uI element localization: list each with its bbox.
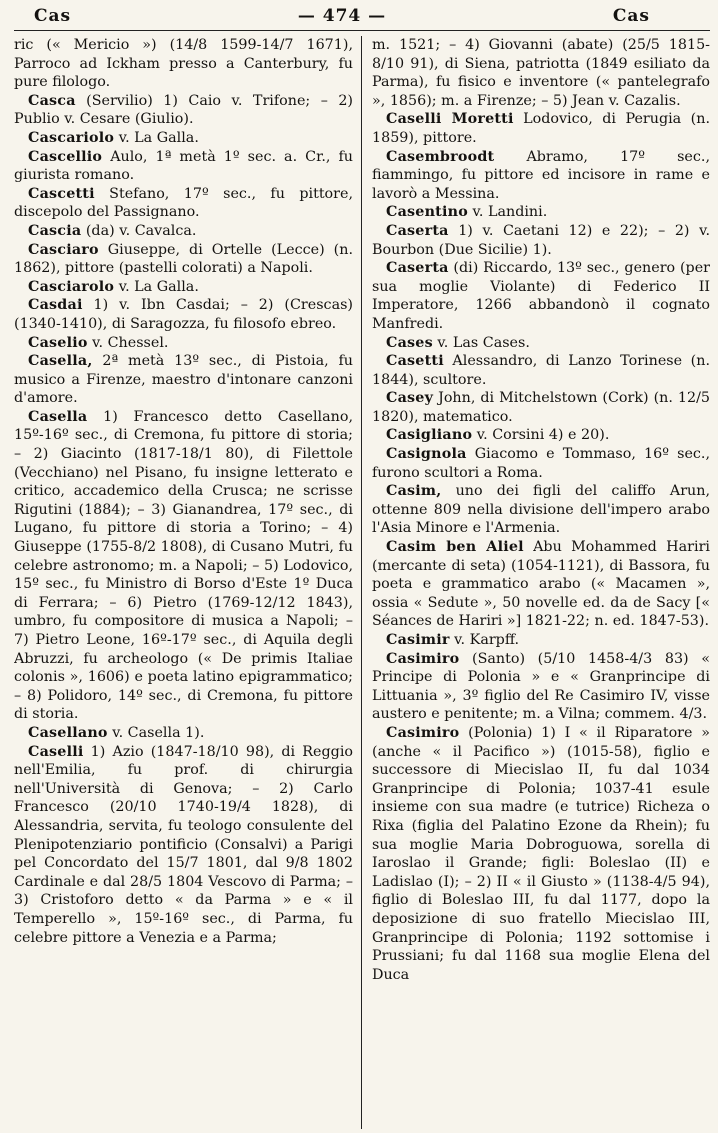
entry-headword: Cases [386, 334, 433, 351]
dictionary-entry [14, 92, 353, 129]
right-column [362, 36, 710, 1129]
entry-headword: Casim, [386, 483, 442, 500]
dictionary-entry [372, 352, 710, 389]
page-header [14, 4, 710, 28]
entry-headword: Casimir [386, 632, 450, 648]
entry-headword: Caselli [28, 743, 84, 760]
dictionary-entry [14, 278, 353, 297]
dictionary-entry [372, 631, 710, 650]
running-head-left: Cas [34, 6, 72, 26]
dictionary-entry [14, 296, 353, 333]
entry-text: m. 1521; – 4) Giovanni (abate) (25/5 1815-8/10 91), di Siena, patriotta (1849 esiliato da Parma), fu fisico e inventore (« pantelegrafo », 1856); m. a Firenze; – 5) Jean v. Cazalis. [372, 37, 710, 109]
entry-headword: Casciarolo [28, 278, 115, 295]
entry-headword: Cascellio [28, 148, 103, 165]
page-number: — 474 — [297, 6, 387, 26]
dictionary-entry [14, 352, 353, 408]
entry-text: Giacomo e Tommaso, 16º sec., furono scultori a Roma. [372, 446, 710, 481]
entry-text: uno dei figli del califfo Arun, ottenne 809 nella divisione dell'impero arabo l'Asia Minore e l'Armenia. [372, 483, 710, 537]
entry-text: v. Karpff. [454, 632, 520, 648]
entry-text: 1) v. Ibn Casdai; – 2) (Crescas) (1340-1410), di Saragozza, fu filosofo ebreo. [14, 297, 354, 332]
entry-headword: Caselli Moretti [386, 111, 514, 128]
entry-text: 1) v. Caetani 12) e 22); – 2) v. Bourbon (Due Sicilie) 1). [372, 222, 710, 258]
dictionary-entry [372, 650, 710, 724]
entry-text: 2ª metà 13º sec., di Pistoia, fu musico a Firenze, maestro d'intonare canzoni d'amore. [14, 353, 354, 407]
entry-headword: Casembroodt [386, 148, 495, 165]
dictionary-entry [14, 408, 353, 724]
entry-text: v. La Galla. [118, 278, 199, 295]
entry-text: Stefano, 17º sec., fu pittore, discepolo del Passignano. [14, 185, 354, 221]
dictionary-entry [14, 724, 353, 743]
entry-text: v. Casella 1). [112, 724, 205, 741]
dictionary-entry [372, 259, 710, 333]
entry-headword: Casignola [386, 446, 467, 463]
dictionary-entry [14, 148, 353, 185]
entry-headword: Casetti [386, 353, 444, 370]
entry-text: (da) v. Cavalca. [85, 222, 197, 239]
dictionary-entry [14, 222, 353, 241]
dictionary-entry [372, 538, 710, 631]
dictionary-entry [372, 445, 710, 482]
entry-headword: Casellano [28, 724, 108, 741]
entry-headword: Cascetti [28, 185, 95, 202]
entry-headword: Casentino [386, 204, 468, 221]
entry-text: (di) Riccardo, 13º sec., genero (per sua moglie Violante) di Federico II Imperatore, 1266 abbandonò il cognato Manfredi. [372, 260, 710, 332]
dictionary-entry [372, 389, 710, 426]
dictionary-entry [14, 334, 353, 353]
entry-headword: Casciaro [28, 241, 99, 258]
dictionary-entry [14, 743, 353, 948]
entry-text: Giuseppe, di Ortelle (Lecce) (n. 1862), pittore (pastelli colorati) a Napoli. [14, 241, 353, 277]
entry-headword: Casim ben Aliel [386, 539, 524, 556]
entry-text: 1) Azio (1847-18/10 98), di Reggio nell'Emilia, fu prof. di chirurgia nell'Università di Genova; – 2) Carlo Francesco (20/10 1740-19/4 1828), di Alessandria, servita, fu teologo consulente del Plenipotenziario pontificio (Consalvi) a Parigi pel Concordato del 15/7 1801, dal 9/8 1802 Cardinale e dal 28/5 1804 Vescovo di Parma; – 3) Cristoforo detto « da Parma » e « il Temperello », 15º-16º sec., di Parma, fu celebre pittore a Venezia e a Parma; [14, 743, 353, 946]
entry-text: v. Landini. [472, 204, 548, 221]
entry-headword: Caserta [386, 222, 449, 239]
entry-text: Alessandro, di Lanzo Torinese (n. 1844), scultore. [372, 353, 710, 388]
dictionary-entry [372, 482, 710, 538]
dictionary-entry [372, 222, 710, 259]
dictionary-entry [372, 36, 710, 110]
entry-text: Abu Mohammed Hariri (mercante di seta) (1054-1121), di Bassora, fu poeta e grammatico arabo (« Macamen », ossia « Sedute », 50 novelle ed. da de Sacy [« Séances de Hariri »] 1821-22; n. ed. 1847-53). [372, 539, 710, 630]
entry-headword: Casca [28, 92, 76, 109]
entry-text: Abramo, 17º sec., fiammingo, fu pittore ed incisore in rame e lavorò a Messina. [372, 148, 710, 202]
entry-headword: Casigliano [386, 427, 473, 444]
dictionary-entry [372, 203, 710, 222]
dictionary-entry [14, 129, 353, 148]
entry-headword: Caserta [386, 260, 449, 277]
entry-text: (Servilio) 1) Caio v. Trifone; – 2) Publio v. Cesare (Giulio). [14, 92, 353, 128]
entry-text: Aulo, 1ª metà 1º sec. a. Cr., fu giurista romano. [14, 148, 354, 184]
entry-text: John, di Mitchelstown (Cork) (n. 12/5 1820), matematico. [372, 390, 710, 425]
entry-text: v. Chessel. [92, 334, 169, 351]
dictionary-entry [14, 241, 353, 278]
dictionary-entry [372, 148, 710, 204]
entry-headword: Casimiro [386, 650, 460, 667]
dictionary-entry [372, 724, 710, 984]
entry-headword: Casella [28, 408, 88, 425]
entry-headword: Casdai [28, 297, 83, 314]
dictionary-entry [372, 426, 710, 445]
entry-text: (Polonia) 1) I « il Riparatore » (anche « il Pacifico ») (1015-58), figlio e successore di Miecislao II, fu dal 1034 Granprincipe di Polonia; 1037-41 esule insieme con sua madre (e tutrice) Richeza o Rixa (figlia del Palatino Ezone da Rhein); fu sua moglie Maria Dobroguowa, sorella di Iaroslao il Grande; figli: Boleslao (II) e Ladislao (I); – 2) II « il Giusto » (1138-4/5 94), figlio di Boleslao III, fu dal 1177, dopo la deposizione di suo fratello Miecislao III, Granprincipe di Polonia; 1192 sottomise i Prussiani; fu dal 1168 sua moglie Elena del Duca [372, 724, 710, 983]
entry-text: (Santo) (5/10 1458-4/3 83) « Principe di Polonia » e « Granprincipe di Littuania », 3º figlio del Re Casimiro IV, visse austero e penitente; m. a Vilna; commem. 4/3. [372, 650, 710, 723]
entry-text: v. Corsini 4) e 20). [476, 427, 610, 444]
entry-headword: Casella, [28, 353, 93, 370]
running-head-right: Cas [612, 6, 650, 26]
entry-headword: Cascariolo [28, 129, 115, 146]
entry-text: v. La Galla. [118, 129, 199, 146]
entry-headword: Cascia [28, 222, 82, 239]
entry-text: 1) Francesco detto Casellano, 15º-16º sec., di Cremona, fu pittore di storia; – 2) Giacinto (1817-18/1 80), di Filettole (Vecchiano) nel Pisano, fu insigne letterato e critico, accademico della Crusca; ne scrisse Rigutini (1884); – 3) Gianandrea, 17º sec., di Lugano, fu pittore di storia a Torino; – 4) Giuseppe (1755-8/2 1808), di Cusano Mutri, fu celebre astronomo; m. a Napoli; – 5) Lodovico, 15º sec., fu Ministro di Borso d'Este 1º Duca di Ferrara; – 6) Pietro (1769-12/12 1843), umbro, fu compositore di musica a Napoli; – 7) Pietro Leone, 16º-17º sec., di Aquila degli Abruzzi, fu archeologo (« De primis Italiae colonis », 1606) e poeta latino epigrammatico; – 8) Polidoro, 14º sec., di Cremona, fu pittore di storia. [14, 408, 354, 723]
header-rule [14, 30, 710, 31]
text-columns [14, 36, 710, 1129]
entry-headword: Casey [386, 390, 434, 407]
dictionary-entry [14, 185, 353, 222]
entry-text: Lodovico, di Perugia (n. 1859), pittore. [372, 111, 710, 146]
entry-headword: Casimiro [386, 724, 460, 741]
dictionary-entry [14, 36, 353, 92]
dictionary-entry [372, 110, 710, 147]
entry-text: ric (« Mericio ») (14/8 1599-14/7 1671), Parroco ad Ickham presso a Canterbury, fu pure filologo. [14, 37, 353, 91]
entry-headword: Caselio [28, 334, 88, 351]
entry-text: v. Las Cases. [437, 334, 530, 351]
left-column [14, 36, 362, 1129]
dictionary-entry [372, 334, 710, 353]
